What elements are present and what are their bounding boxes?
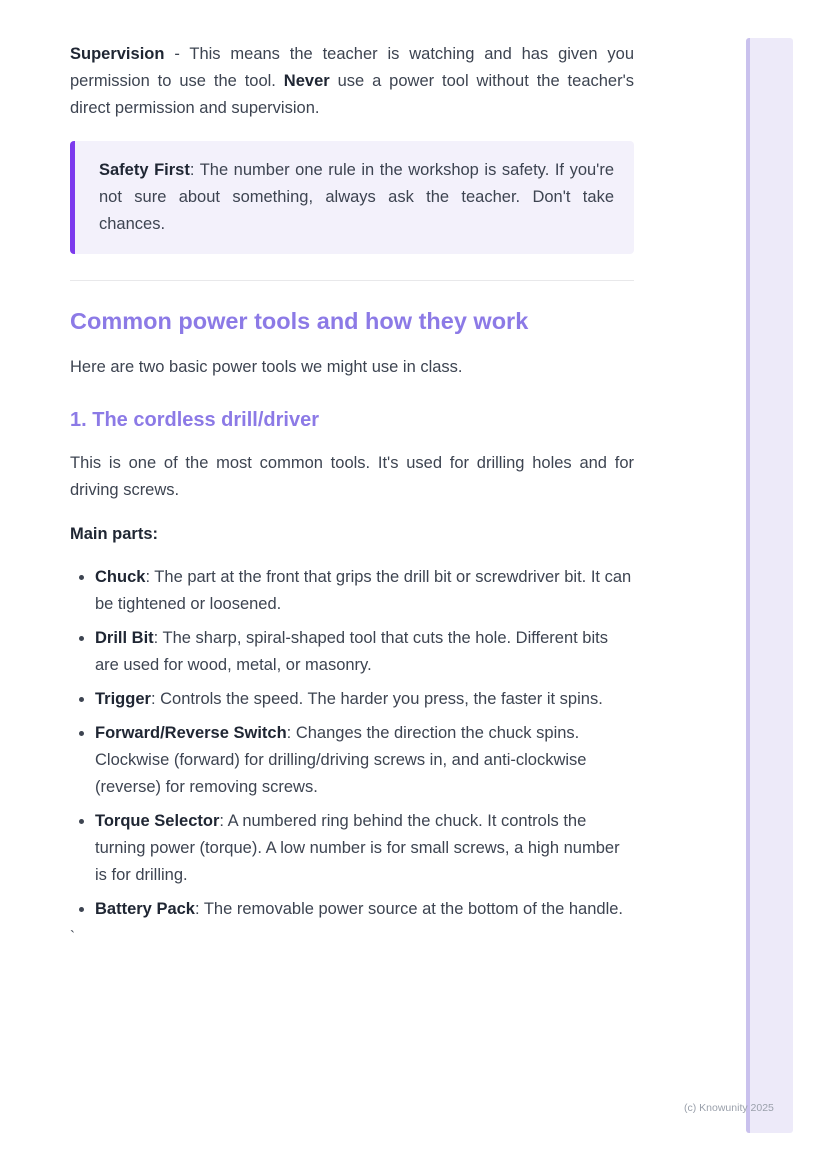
intro-term-never: Never (283, 72, 330, 90)
safety-callout-term: Safety First (99, 161, 190, 179)
drill-parts-list (70, 564, 634, 923)
safety-callout-rest: : The number one rule in the workshop is safety. If you're not sure about something, always ask the teacher. Don't take chances. (99, 161, 614, 233)
part-rest-chuck: : The part at the front that grips the drill bit or screwdriver bit. It can be tightened or loosened. (95, 568, 632, 613)
list-item-drill-bit (95, 625, 634, 679)
list-item-forward-reverse-switch (95, 720, 634, 801)
list-item-torque-selector (95, 808, 634, 889)
part-term-forward-reverse-switch: Forward/Reverse Switch (95, 724, 287, 742)
part-term-chuck: Chuck (95, 568, 146, 586)
part-term-drill-bit: Drill Bit (95, 629, 154, 647)
section-divider (70, 280, 634, 281)
section-intro-line: Here are two basic power tools we might use in class. (70, 358, 463, 376)
list-item-chuck (95, 564, 634, 618)
drill-description: This is one of the most common tools. It's used for drilling holes and for driving screws. (70, 454, 634, 499)
main-parts-label (70, 521, 634, 548)
part-term-trigger: Trigger (95, 690, 151, 708)
stray-backtick-text: ` (70, 928, 75, 945)
intro-paragraph (70, 41, 634, 122)
document-content (70, 0, 634, 950)
page-edge-strip (746, 38, 793, 1133)
list-item-trigger (95, 686, 634, 713)
list-item-battery-pack (95, 896, 634, 923)
part-rest-forward-reverse-switch: : Changes the direction the chuck spins. Clockwise (forward) for drilling/driving screws in, and anti-clockwise (reverse) for removing screws. (95, 724, 587, 796)
part-term-battery-pack: Battery Pack (95, 900, 195, 918)
part-rest-drill-bit: : The sharp, spiral-shaped tool that cuts the hole. Different bits are used for wood, metal, or masonry. (95, 629, 608, 674)
part-rest-torque-selector: : A numbered ring behind the chuck. It controls the turning power (torque). A low number is for small screws, a high number is for drilling. (95, 812, 620, 884)
intro-term-supervision: Supervision (70, 45, 165, 63)
footer-copyright: (c) Knowunity 2025 (684, 1102, 774, 1114)
part-rest-trigger: : Controls the speed. The harder you press, the faster it spins. (150, 690, 603, 708)
main-parts-label-text: Main parts: (70, 525, 159, 543)
section-heading: Common power tools and how they work (70, 308, 529, 334)
subsection-heading-drill-driver: 1. The cordless drill/driver (70, 409, 319, 431)
part-term-torque-selector: Torque Selector (95, 812, 220, 830)
safety-callout-text (99, 157, 614, 238)
intro-text-1: - This means the teacher is watching and has given you permission to use the tool. (70, 45, 634, 90)
safety-callout (70, 141, 634, 254)
intro-text-2: use a power tool without the teacher's direct permission and supervision. (70, 72, 634, 117)
part-rest-battery-pack: : The removable power source at the bottom of the handle. (194, 900, 624, 918)
